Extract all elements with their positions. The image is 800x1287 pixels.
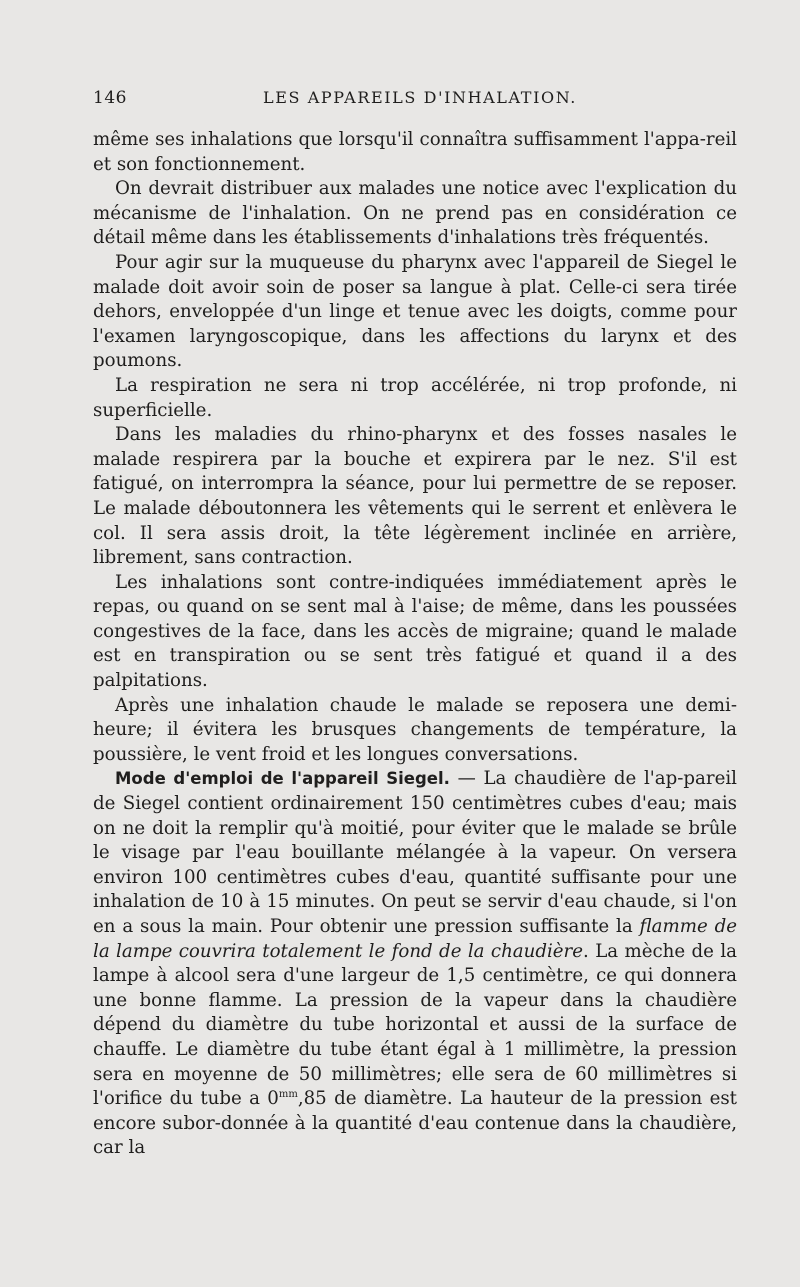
page-header — [93, 86, 737, 116]
body-text — [93, 128, 737, 1161]
paragraph-mode-emploi — [93, 767, 737, 1161]
paragraph-pharynx: Pour agir sur la muqueuse du pharynx avec l'appareil de Siegel le malade doit avoir soin de poser sa langue à plat. Celle-ci sera tirée dehors, enveloppée d'un linge et tenue avec les doigts, comme pour l'examen laryngoscopique, dans les affections du larynx et des poumons. — [93, 251, 737, 372]
section-heading: Mode d'emploi de l'appareil Siegel. — [115, 769, 450, 789]
mode-emploi-italic: flamme de la lampe couvrira totalement le fond de la chaudière — [93, 916, 737, 962]
mode-emploi-text-2: . La mèche de la lampe à alcool sera d'une largeur de 1,5 centimètre, ce qui donnera une bonne flamme. La pression de la vapeur dans la chaudière dépend du diamètre du tube horizontal et aussi de la surface de chauffe. Le diamètre du tube étant égal à 1 millimètre, la pression sera en moyenne de 50 millimètres; elle sera de 60 millimètres si l'orifice du tube a 0 — [93, 940, 737, 1110]
paragraph-continuation: même ses inhalations que lorsqu'il connaîtra suffisamment l'appa-reil et son fonctionnement. — [93, 129, 737, 175]
mode-emploi-text-1: — La chaudière de l'ap-pareil de Siegel contient ordinairement 150 centimètres cubes d'eau; mais on ne doit la remplir qu'à moitié, pour éviter que le malade se brûle le visage par l'eau bouillante mélangée à la vapeur. On versera environ 100 centimètres cubes d'eau, quantité suffisante pour une inhalation de 10 à 15 minutes. On peut se servir d'eau chaude, si l'on en a sous la main. Pour obtenir une pression suffisante la — [93, 768, 737, 937]
mode-emploi-text-3: ,85 de diamètre. La hauteur de la pression est encore subor-donnée à la quantité d'eau contenue dans la chaudière, car la — [93, 1088, 737, 1159]
paragraph-respiration: La respiration ne sera ni trop accélérée, ni trop profonde, ni superficielle. — [93, 374, 737, 421]
paragraph-apres-inhalation: Après une inhalation chaude le malade se reposera une demi-heure; il évitera les brusques changements de température, la poussière, le vent froid et les longues conversations. — [93, 694, 737, 765]
unit-superscript: mm — [278, 1089, 298, 1101]
paragraph-notice: On devrait distribuer aux malades une notice avec l'explication du mécanisme de l'inhalation. On ne prend pas en considération ce détail même dans les établissements d'inhalations très fréquentés. — [93, 178, 737, 249]
paragraph-contre-indications: Les inhalations sont contre-indiquées immédiatement après le repas, ou quand on se sent mal à l'aise; de même, dans les poussées congestives de la face, dans les accès de migraine; quand le malade est en transpiration ou se sent très fatigué et quand il a des palpitations. — [93, 571, 737, 692]
running-title: LES APPAREILS D'INHALATION. — [263, 88, 577, 107]
paragraph-rhino-pharynx: Dans les maladies du rhino-pharynx et des fosses nasales le malade respirera par la bouche et expirera par le nez. S'il est fatigué, on interrompra la séance, pour lui permettre de se reposer. Le malade déboutonnera les vêtements qui le serrent et enlèvera le col. Il sera assis droit, la tête légèrement inclinée en arrière, librement, sans contraction. — [93, 424, 737, 569]
page-number: 146 — [93, 88, 127, 108]
